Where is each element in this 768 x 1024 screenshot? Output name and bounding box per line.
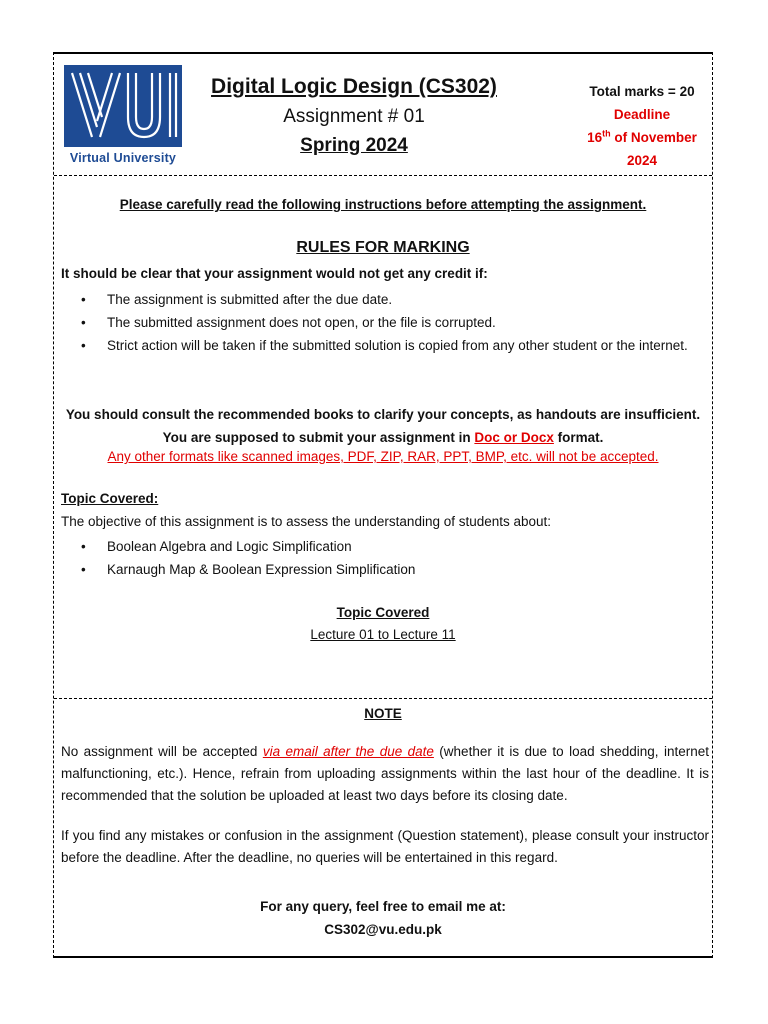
note-heading: NOTE [364, 706, 402, 721]
topic-covered-title: Topic Covered [336, 605, 430, 620]
contact-block [54, 895, 712, 941]
course-title: Digital Logic Design (CS302) [211, 75, 497, 98]
vu-logo-text: Virtual University [69, 151, 177, 165]
deadline-day: 16 [587, 130, 603, 145]
list-item: • Strict action will be taken if the submitted solution is copied from any other student or the internet. [61, 334, 709, 357]
via-email-highlight: via email after the due date [262, 744, 434, 759]
deadline-date [572, 126, 712, 149]
note-p1-prefix: No assignment will be accepted [61, 744, 263, 759]
topics-list [61, 535, 709, 581]
marking-rules-list [61, 288, 709, 357]
list-item: • The assignment is submitted after the due date. [61, 288, 709, 311]
deadline-month: of November [610, 130, 697, 145]
note-paragraph-email [61, 741, 709, 807]
query-line: For any query, feel free to email me at: [260, 899, 506, 914]
header [54, 54, 712, 176]
list-item: • Boolean Algebra and Logic Simplification [61, 535, 709, 558]
total-marks: Total marks = 20 [589, 84, 695, 99]
submit-format-line [54, 426, 712, 449]
deadline-label: Deadline [613, 107, 671, 122]
vu-logo-mark [64, 65, 182, 147]
deadline-year: 2024 [626, 153, 658, 168]
instructions-section [54, 175, 712, 698]
submit-prefix: You are supposed to submit your assignment in [162, 430, 475, 445]
doc-format-highlight: Doc or Docx [474, 430, 554, 445]
semester: Spring 2024 [300, 135, 408, 156]
topic-covered-heading: Topic Covered: [61, 491, 159, 506]
note-p1-suffix: (whether it is due to load shedding, internet malfunctioning, etc.). Hence, refrain from uploading assignments within the last hour of the deadline. It is recommended that the solution be uploaded at least two days before its closing date. [61, 744, 709, 803]
title-block [204, 74, 504, 158]
note-paragraph-queries: If you find any mistakes or confusion in the assignment (Question statement), please consult your instructor before the deadline. After the deadline, no queries will be entertained in this regard. [61, 828, 709, 865]
list-item: • Karnaugh Map & Boolean Expression Simplification [61, 558, 709, 581]
rejected-formats-warning: Any other formats like scanned images, PDF, ZIP, RAR, PPT, BMP, etc. will not be accepted. [107, 449, 659, 464]
vu-logo [64, 65, 182, 169]
consult-books-line: You should consult the recommended books to clarify your concepts, as handouts are insufficient. [65, 407, 701, 422]
read-instructions-heading: Please carefully read the following instructions before attempting the assignment. [119, 197, 647, 212]
objective-text: The objective of this assignment is to assess the understanding of students about: [61, 514, 552, 529]
list-item: • The submitted assignment does not open, or the file is corrupted. [61, 311, 709, 334]
assignment-number: Assignment # 01 [283, 106, 425, 127]
rules-for-marking-heading: RULES FOR MARKING [296, 239, 470, 256]
submit-suffix: format. [553, 430, 604, 445]
lecture-range: Lecture 01 to Lecture 11 [310, 627, 456, 642]
deadline-day-suffix: th [602, 128, 611, 139]
note-section [54, 698, 712, 958]
assignment-page [53, 52, 713, 958]
contact-email: CS302@vu.edu.pk [324, 922, 442, 937]
marks-deadline-block [572, 80, 712, 172]
no-credit-intro: It should be clear that your assignment would not get any credit if: [61, 266, 488, 281]
submission-instructions [54, 403, 712, 449]
